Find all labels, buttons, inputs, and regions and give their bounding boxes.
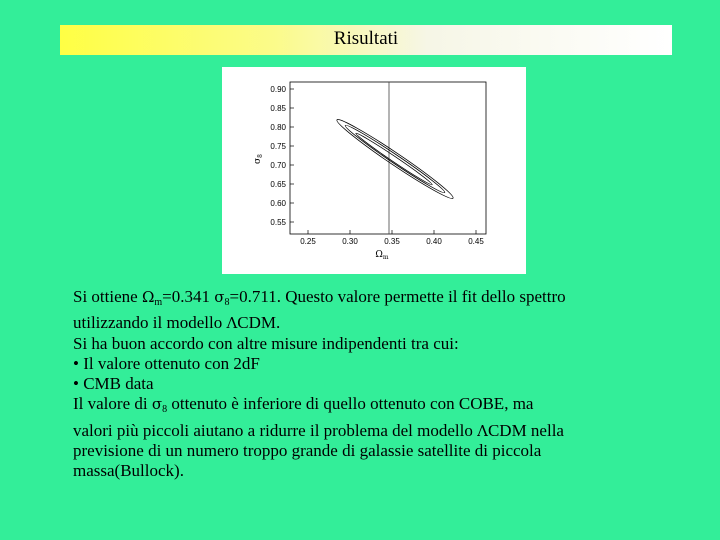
- text-line-1: Si ottiene $\Omega_m=0.341$ $\sigma_8=0.711$. Questo valore permette il fit dello spettro: [73, 287, 566, 308]
- text-line-7: valori più piccoli aiutano a ridurre il problema del modello ΛCDM nella: [73, 420, 564, 440]
- lambda-symbol: Λ: [226, 314, 238, 333]
- y-tick-label: 0.65: [270, 180, 286, 189]
- text-line-8: previsione di un numero troppo grande di galassie satellite di piccola: [73, 441, 542, 461]
- text-line-3: Si ha buon accordo con altre misure indipendenti tra cui:: [73, 333, 459, 353]
- x-tick-label: 0.30: [342, 237, 358, 246]
- slide-title-bar: [60, 25, 672, 55]
- y-tick-label: 0.90: [270, 85, 286, 94]
- bullet-cmb: • CMB data: [73, 374, 154, 394]
- x-tick-label: 0.35: [384, 237, 400, 246]
- y-tick-label: 0.85: [270, 104, 286, 113]
- x-tick-label: 0.25: [300, 237, 316, 246]
- y-tick-label: 0.55: [270, 218, 286, 227]
- y-tick-label: 0.75: [270, 142, 286, 151]
- slide-title: Risultati: [333, 28, 399, 49]
- results-text: [73, 287, 693, 482]
- omega-symbol: Ω: [141, 288, 155, 306]
- y-tick-label: 0.60: [270, 199, 286, 208]
- x-axis-label: $\Omega_m$: [375, 250, 389, 261]
- y-tick-label: 0.70: [270, 161, 286, 170]
- lambda-symbol: Λ: [477, 421, 488, 440]
- x-tick-label: 0.45: [468, 237, 484, 246]
- text-line-9: massa(Bullock).: [73, 461, 184, 481]
- sigma-symbol: σ: [151, 395, 163, 414]
- x-tick-marks: [308, 230, 476, 234]
- contour-outer: [334, 115, 457, 203]
- confidence-contours: [334, 115, 457, 203]
- y-axis-label: [253, 154, 264, 164]
- text-line-6: Il valore di $\sigma_8$ ottenuto è inferiore di quello ottenuto con COBE, ma: [73, 394, 534, 416]
- contour-inner: [354, 131, 433, 187]
- y-tick-label: 0.80: [270, 123, 286, 132]
- y-tick-marks: [290, 89, 294, 222]
- svg-text:σ8: $\sigma_8$: [253, 154, 264, 164]
- x-tick-label: 0.40: [426, 237, 442, 246]
- text-line-2: utilizzando il modello ΛCDM.: [73, 313, 281, 333]
- bullet-2df: • Il valore ottenuto con 2dF: [73, 353, 260, 373]
- contour-plot: [222, 67, 526, 274]
- sigma-symbol: σ: [214, 288, 225, 306]
- contour-plot-figure: [222, 67, 526, 274]
